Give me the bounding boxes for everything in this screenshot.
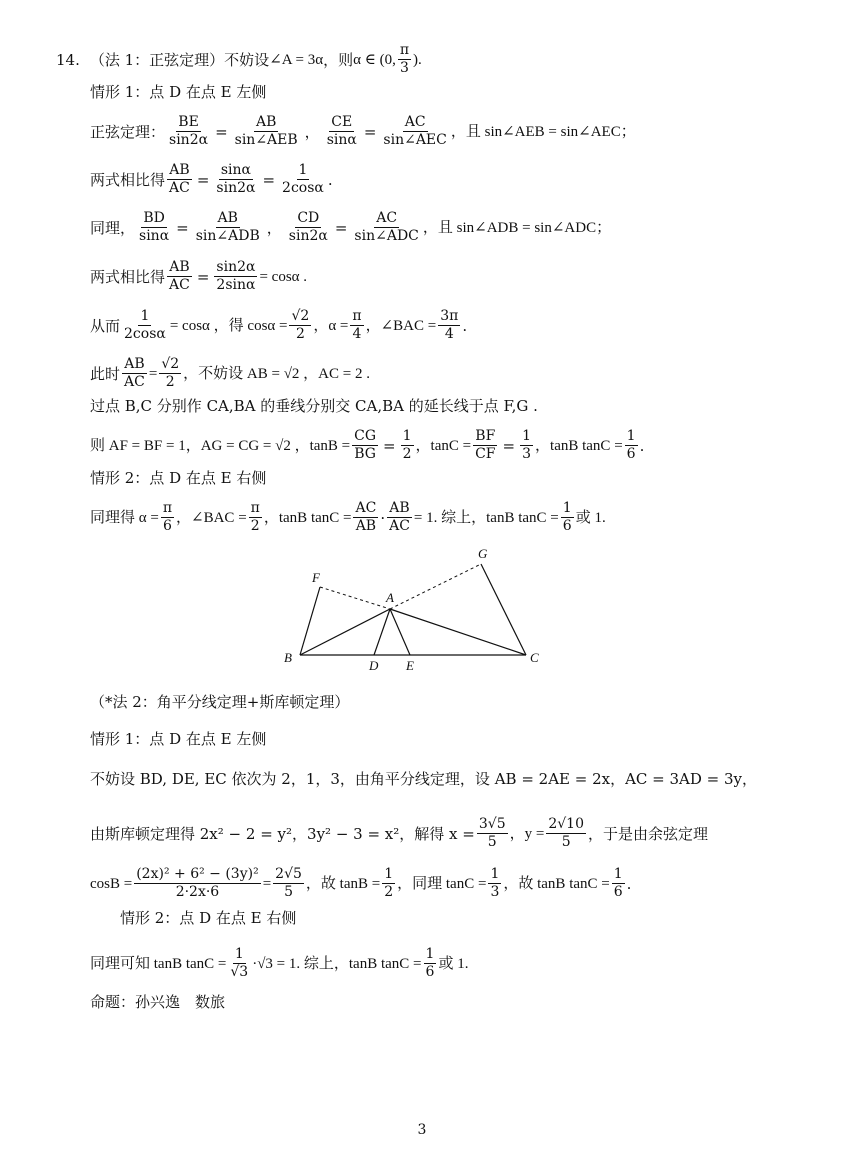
now-line: 此时 $\frac{AB}{AC}$ = $\frac{√2}{2}$ ，不妨设 AB = √2 ，AC = 2 . xyxy=(90,356,370,390)
frac-be: $\frac{BE}{\sin 2\alpha}$ xyxy=(169,114,209,148)
label-e: E xyxy=(406,658,414,673)
segment-cg xyxy=(481,564,526,655)
sine-rule-line: 正弦定理： $\frac{BE}{\sin 2\alpha}$ = $\frac{AB}{\text{sin∠AEB}}$ ， $\frac{CE}{\sin\alpha}$ = $\frac{AC}{\text{sin∠AEC}}$ ，且 sin∠AEB = sin∠AEC； xyxy=(90,114,636,148)
sine-rule-label: 正弦定理： xyxy=(90,122,166,141)
ratio-line-2: 两式相比得 $\frac{AB}{AC}$ = $\frac{\sin 2\alpha}{2\sin\alpha}$ = cosα . xyxy=(90,259,308,293)
alpha-range-pre: α ∈ (0, xyxy=(353,51,396,68)
dashed-fa xyxy=(320,587,390,609)
method2-stewart: 由斯库顿定理得 2x² − 2 = y²，3y² − 3 = x²，解得 x = $\frac{3√5}{5}$ ，y = $\frac{2√10}{5}$ ，于是由余弦定理 xyxy=(90,816,708,850)
segment-ae xyxy=(390,609,410,655)
and-text: ，且 sin∠AEB = sin∠AEC； xyxy=(450,123,636,140)
dashed-ag xyxy=(390,564,481,609)
ratio-line-1: 两式相比得 $\frac{AB}{AC}$ = $\frac{\sin\alpha}{\sin 2\alpha}$ = $\frac{1}{2\cos\alpha}$ . xyxy=(90,162,333,196)
label-d: D xyxy=(369,658,379,673)
label-g: G xyxy=(478,546,488,561)
label-f: F xyxy=(312,570,320,585)
similarly-line: 同理， $\frac{BD}{\sin\alpha}$ = $\frac{AB}{\text{sin∠ADB}}$ ， $\frac{CD}{\sin 2\alpha}$ = $\frac{AC}{\text{sin∠ADC}}$ ，且 sin∠ADB = sin∠ADC； xyxy=(90,210,612,244)
then-line: 则 AF = BF = 1，AG = CG = √2 ，tanB = $\frac{CG}{BG}$ = $\frac{1}{2}$ ，tanC = $\frac{BF}{CF}$ = $\frac{1}{3}$ ，tanB tanC = $\frac{1}{6}$ . xyxy=(90,428,645,462)
label-a: A xyxy=(386,590,394,605)
case2-line: 同理得 α = $\frac{\pi}{6}$ ，∠BAC = $\frac{\pi}{2}$ ，tanB tanC = $\frac{AC}{AB}$ · $\frac{AB}{AC}$ = 1. 综上，tanB tanC = $\frac{1}{6}$ 或 1. xyxy=(90,500,606,534)
alpha-range-frac: $\frac{\pi}{3}$ xyxy=(399,42,410,76)
case1-heading: 情形 1：点 D 在点 E 左侧 xyxy=(90,83,267,101)
method2-cos: cosB = $\frac{\text{(2x)² + 6² − (3y)²}}{2\cdot 2x\cdot 6}$ = $\frac{2√5}{5}$ ，故 tanB = $\frac{1}{2}$ ，同理 tanC = $\frac{1}{3}$ ，故 tanB tanC = $\frac{1}{6}$ . xyxy=(90,866,632,900)
segment-bf xyxy=(300,587,320,655)
method2-case1-heading: 情形 1：点 D 在点 E 左侧 xyxy=(90,730,267,748)
perp-line: 过点 B,C 分别作 CA,BA 的垂线分别交 CA,BA 的延长线于点 F,G . xyxy=(90,397,538,415)
method2-title: （*法 2：角平分线定理+斯库顿定理） xyxy=(90,693,350,711)
label-b: B xyxy=(284,650,292,665)
author-line: 命题：孙兴逸 数旅 xyxy=(90,993,226,1011)
method2-case2-line: 同理可知 tanB tanC = $\frac{1}{√3}$ ·√3 = 1. 综上，tanB tanC = $\frac{1}{6}$ 或 1. xyxy=(90,946,469,980)
method1-title-line xyxy=(56,42,422,77)
case2-heading: 情形 2：点 D 在点 E 右侧 xyxy=(90,469,267,487)
segment-ac xyxy=(390,609,526,655)
thus-line: 从而 $\frac{1}{2\cos\alpha}$ = cosα ，得 cosα = $\frac{√2}{2}$ ，α = $\frac{\pi}{4}$ ，∠BAC = $\frac{3\pi}{4}$ . xyxy=(90,308,468,342)
intro-then: ，则 xyxy=(323,50,354,69)
frac-ce: $\frac{CE}{\sin\alpha}$ xyxy=(326,114,357,148)
problem-number: 14. xyxy=(56,50,80,69)
alpha-range-post: ). xyxy=(413,51,422,68)
method2-assume: 不妨设 BD, DE, EC 依次为 2，1，3，由角平分线定理，设 AB = 2AE = 2x，AC = 3AD = 3y， xyxy=(90,770,758,788)
frac-ab-aeb: $\frac{AB}{\text{sin∠AEB}}$ xyxy=(234,114,298,148)
label-c: C xyxy=(530,650,539,665)
method2-case2-heading: 情形 2：点 D 在点 E 右侧 xyxy=(120,909,297,927)
frac-ac-aec: $\frac{AC}{\text{sin∠AEC}}$ xyxy=(383,114,447,148)
triangle-diagram xyxy=(278,540,558,675)
intro-expr: ∠A = 3α xyxy=(269,51,324,68)
page-number: 3 xyxy=(417,1122,427,1138)
method1-title: （法 1：正弦定理）不妨设 xyxy=(89,50,270,69)
